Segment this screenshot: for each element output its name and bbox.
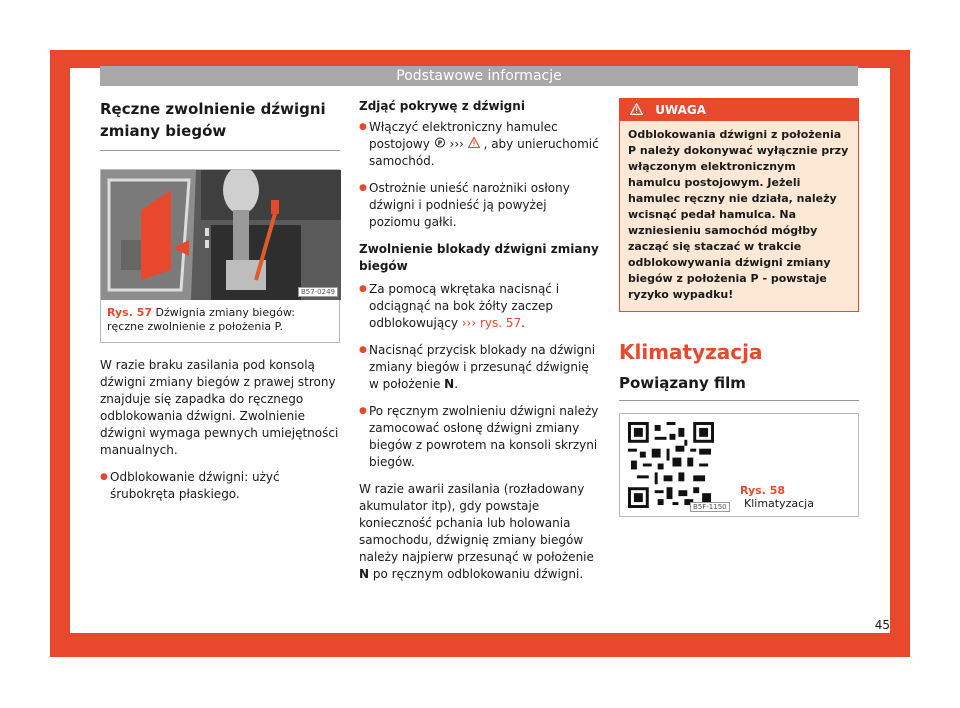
section-title: Ręczne zwolnienie dźwigni zmiany biegów (100, 98, 340, 151)
qr-code-icon[interactable] (628, 422, 714, 508)
bullet-end: . (521, 316, 525, 330)
parking-brake-icon (434, 136, 446, 153)
svg-text:P: P (437, 140, 442, 147)
gear-lever-drawing (101, 170, 341, 300)
chapter-title: Klimatyzacja (619, 340, 763, 364)
subheading: Zwolnienie blokady dźwigni zmiany biegów (359, 242, 599, 273)
warning-box (619, 98, 859, 312)
figure-caption-text: Dźwignia zmiany biegów: ręczne zwolnienie z położenia P. (107, 306, 295, 333)
bullet-end: . (454, 377, 459, 391)
bullet-item (359, 119, 599, 170)
bullet-text: Nacisnąć przycisk blokady na dźwigni zmiany biegów i przesunąć dźwignię w położenie (369, 343, 596, 391)
figure-ref: Rys. 57 (107, 306, 153, 319)
bullet-item (359, 281, 599, 332)
bullet-text: Za pomocą wkrętaka nacisnąć i odciągnąć na bok żółty zaczep odblokowujący (369, 282, 560, 330)
subheading: Zdjąć pokrywę z dźwigni (359, 99, 525, 113)
xref-arrows: ››› (449, 137, 464, 151)
bullet-item (359, 342, 599, 393)
bullet-text: Włączyć elektroniczny hamulec postojowy (369, 120, 558, 151)
bullet-text: , aby unieruchomić samochód. (369, 137, 599, 168)
figure-caption (740, 484, 858, 510)
gear-position: N (444, 377, 455, 391)
paragraph: W razie braku zasilania pod konsolą dźwigni zmiany biegów z prawej strony znajduje się zapadka do ręcznego odblokowania dźwigni. Zwolnienie dźwigni wymaga pewnych umiejętności manualnych. (100, 358, 339, 457)
warning-text: Odblokowania dźwigni z położenia P należy dokonywać wyłącznie przy włączonym elektronicznym hamulcu postojowym. Jeżeli hamulec ręczny nie działa, należy wcisnąć pedał hamulca. Na wzniesieniu samochód mógłby zacząć się staczać w trakcie odblokowywania dźwigni zmiany biegów z położenia P - powstaje ryzyko wypadku! (628, 128, 849, 301)
figure-link[interactable]: ››› rys. 57 (461, 316, 522, 330)
figure-57 (100, 169, 340, 343)
paragraph-text: po ręcznym odblokowaniu dźwigni. (372, 567, 584, 581)
paragraph (359, 481, 599, 583)
gear-position: N (359, 567, 370, 581)
video-figure[interactable] (619, 413, 859, 517)
bullet-item: ● Po ręcznym zwolnieniu dźwigni należy zamocować osłonę dźwigni zmiany biegów z powrotem na konsoli skrzyni biegów. (359, 403, 599, 471)
running-header: Podstawowe informacje (100, 66, 858, 86)
figure-code: B57-0249 (298, 287, 338, 297)
warning-header (620, 99, 858, 121)
bullet-item: ● Ostrożnie unieść narożniki osłony dźwigni i podnieść ją powyżej poziomu gałki. (359, 180, 599, 231)
gear-lever-illustration (101, 170, 341, 300)
warning-triangle-icon[interactable] (468, 136, 480, 153)
page-number: 45 (874, 618, 890, 632)
warning-triangle-icon (630, 99, 643, 121)
paragraph-text: W razie awarii zasilania (rozładowany akumulator itp), gdy powstaje konieczność pchania lub holowania samochodu, dźwignię zmiany biegów należy najpierw przesunąć w położenie (359, 482, 594, 564)
figure-code: B5F-1150 (690, 502, 730, 512)
section-title: Powiązany film (619, 374, 859, 401)
figure-caption-text: Klimatyzacja (744, 497, 814, 510)
figure-ref: Rys. 58 (740, 484, 786, 497)
warning-label: UWAGA (655, 103, 707, 117)
column-left (100, 98, 340, 513)
figure-caption (101, 300, 339, 342)
column-middle (359, 98, 599, 593)
bullet-item: ● Odblokowanie dźwigni: użyć śrubokręta płaskiego. (100, 469, 340, 503)
column-right (619, 98, 859, 517)
